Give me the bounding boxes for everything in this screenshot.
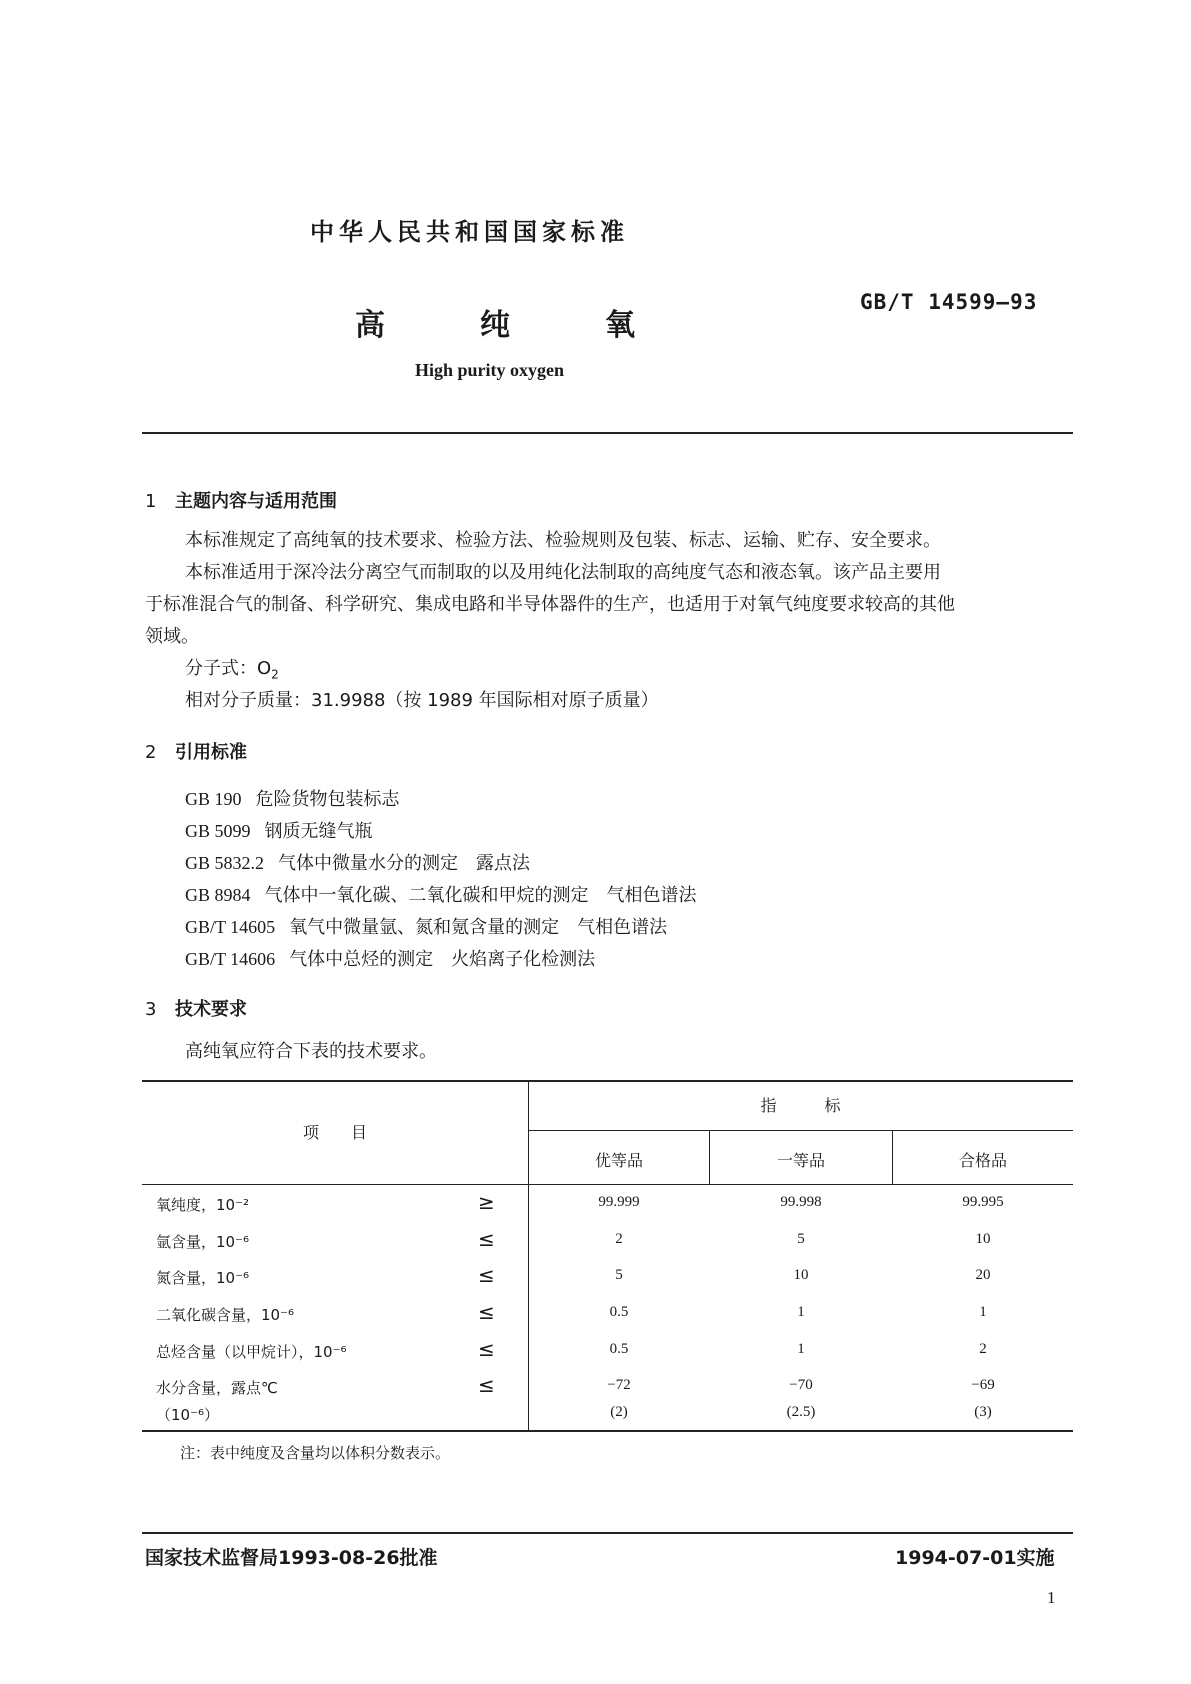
reference-code: GB 5099 (185, 821, 251, 841)
reference-title: 气体中微量水分的测定 露点法 (278, 853, 531, 874)
row-sign: ≤ (478, 1300, 495, 1324)
section-2-title: 引用标准 (175, 742, 247, 763)
header-divider (142, 432, 1073, 434)
section-1-paragraph-2-line-2: 于标准混合气的制备、科学研究、集成电路和半导体器件的生产，也适用于对氧气纯度要求较高的其他 (145, 594, 955, 615)
standard-code: GB/T 14599—93 (860, 290, 1038, 314)
table-cell: −69 (971, 1377, 995, 1393)
table-cell: 20 (975, 1267, 991, 1283)
table-cell: 0.5 (609, 1341, 629, 1357)
reference-row (185, 785, 400, 811)
row-label-nitrogen: 氮含量，10⁻⁶ (156, 1269, 250, 1287)
table-cell: −70 (789, 1377, 813, 1393)
molecular-mass: 相对分子质量：31.9988（按 1989 年国际相对原子质量） (185, 690, 659, 711)
row-sign: ≤ (478, 1263, 495, 1287)
section-3-heading (145, 995, 247, 1021)
table-cell: (2) (610, 1404, 628, 1420)
formula-label: 分子式： (185, 658, 257, 679)
table-cell: 99.999 (598, 1194, 640, 1210)
grade-header-first: 一等品 (776, 1151, 825, 1170)
row-sign: ≤ (478, 1227, 495, 1251)
table-top-rule (142, 1080, 1073, 1082)
english-title: High purity oxygen (415, 360, 565, 380)
section-1-number: 1 (145, 491, 157, 512)
table-cell: 99.995 (962, 1194, 1004, 1210)
reference-code: GB/T 14605 (185, 917, 276, 937)
row-label-water: 水分含量，露点℃ (156, 1379, 278, 1397)
section-1-heading (145, 487, 337, 513)
reference-code: GB/T 14606 (185, 949, 276, 969)
table-cell: (3) (974, 1404, 992, 1420)
title-char-3: 氧 (605, 308, 635, 343)
table-index-header: 指 标 (760, 1096, 841, 1115)
section-2-heading (145, 738, 247, 764)
reference-row (185, 913, 667, 939)
table-cell: (2.5) (786, 1404, 816, 1420)
reference-code: GB 190 (185, 789, 242, 809)
row-label-oxygen-purity: 氧纯度，10⁻² (156, 1196, 250, 1214)
table-cell: 2 (615, 1231, 623, 1247)
table-cell: 1 (797, 1304, 805, 1320)
row-label-total-hydrocarbons: 总烃含量（以甲烷计），10⁻⁶ (156, 1343, 347, 1361)
approval-date: 国家技术监督局1993-08-26批准 (145, 1547, 438, 1569)
row-sign: ≤ (478, 1373, 495, 1397)
section-1-paragraph-2-line-1: 本标准适用于深冷法分离空气而制取的以及用纯化法制取的高纯度气态和液态氧。该产品主要用 (185, 562, 941, 583)
table-cell: −72 (607, 1377, 631, 1393)
row-sign: ≤ (478, 1337, 495, 1361)
formula-base: O (257, 658, 272, 679)
section-3-number: 3 (145, 999, 157, 1020)
section-3-intro: 高纯氧应符合下表的技术要求。 (185, 1041, 437, 1062)
effective-date: 1994-07-01实施 (895, 1547, 1055, 1569)
formula-subscript: 2 (271, 667, 279, 682)
table-note: 注：表中纯度及含量均以体积分数表示。 (180, 1444, 451, 1462)
section-3-title: 技术要求 (175, 999, 247, 1020)
table-cell: 5 (797, 1231, 805, 1247)
row-label-argon: 氩含量，10⁻⁶ (156, 1233, 250, 1251)
row-label-water-ppm: （10⁻⁶） (156, 1406, 220, 1424)
table-cell: 5 (615, 1267, 623, 1283)
table-column-divider (528, 1080, 529, 1431)
footer-divider (142, 1532, 1073, 1534)
reference-code: GB 8984 (185, 885, 251, 905)
table-cell: 2 (979, 1341, 987, 1357)
table-cell: 1 (797, 1341, 805, 1357)
reference-title: 气体中总烃的测定 火焰离子化检测法 (289, 949, 596, 970)
page-number: 1 (1047, 1588, 1056, 1607)
table-grade-rule (528, 1130, 1073, 1131)
grade-header-premium: 优等品 (594, 1151, 643, 1170)
reference-row (185, 817, 373, 843)
reference-title: 氧气中微量氩、氮和氪含量的测定 气相色谱法 (289, 917, 668, 938)
section-1-title: 主题内容与适用范围 (175, 491, 337, 512)
reference-row (185, 945, 595, 971)
standard-title: 中华人民共和国国家标准 (310, 218, 629, 246)
table-item-header: 项 目 (302, 1123, 367, 1142)
title-char-2: 纯 (480, 308, 510, 343)
section-2-number: 2 (145, 742, 157, 763)
reference-title: 钢质无缝气瓶 (264, 821, 373, 842)
table-cell: 0.5 (609, 1304, 629, 1320)
table-header-rule (142, 1184, 1073, 1185)
grade-header-qualified: 合格品 (958, 1151, 1007, 1170)
table-bottom-rule (142, 1430, 1073, 1432)
table-cell: 10 (793, 1267, 809, 1283)
section-1-paragraph-2-line-3: 领域。 (145, 626, 199, 647)
row-sign: ≥ (478, 1190, 495, 1214)
row-label-carbon-dioxide: 二氧化碳含量，10⁻⁶ (156, 1306, 295, 1324)
title-char-1: 高 (355, 308, 385, 343)
section-1-paragraph-1: 本标准规定了高纯氧的技术要求、检验方法、检验规则及包装、标志、运输、贮存、安全要求。 (185, 530, 941, 551)
table-cell: 99.998 (780, 1194, 822, 1210)
table-cell: 1 (979, 1304, 987, 1320)
reference-row (185, 849, 530, 875)
reference-row (185, 881, 697, 907)
reference-code: GB 5832.2 (185, 853, 265, 873)
table-cell: 10 (975, 1231, 991, 1247)
reference-title: 危险货物包装标志 (255, 789, 400, 810)
reference-title: 气体中一氧化碳、二氧化碳和甲烷的测定 气相色谱法 (264, 885, 697, 906)
